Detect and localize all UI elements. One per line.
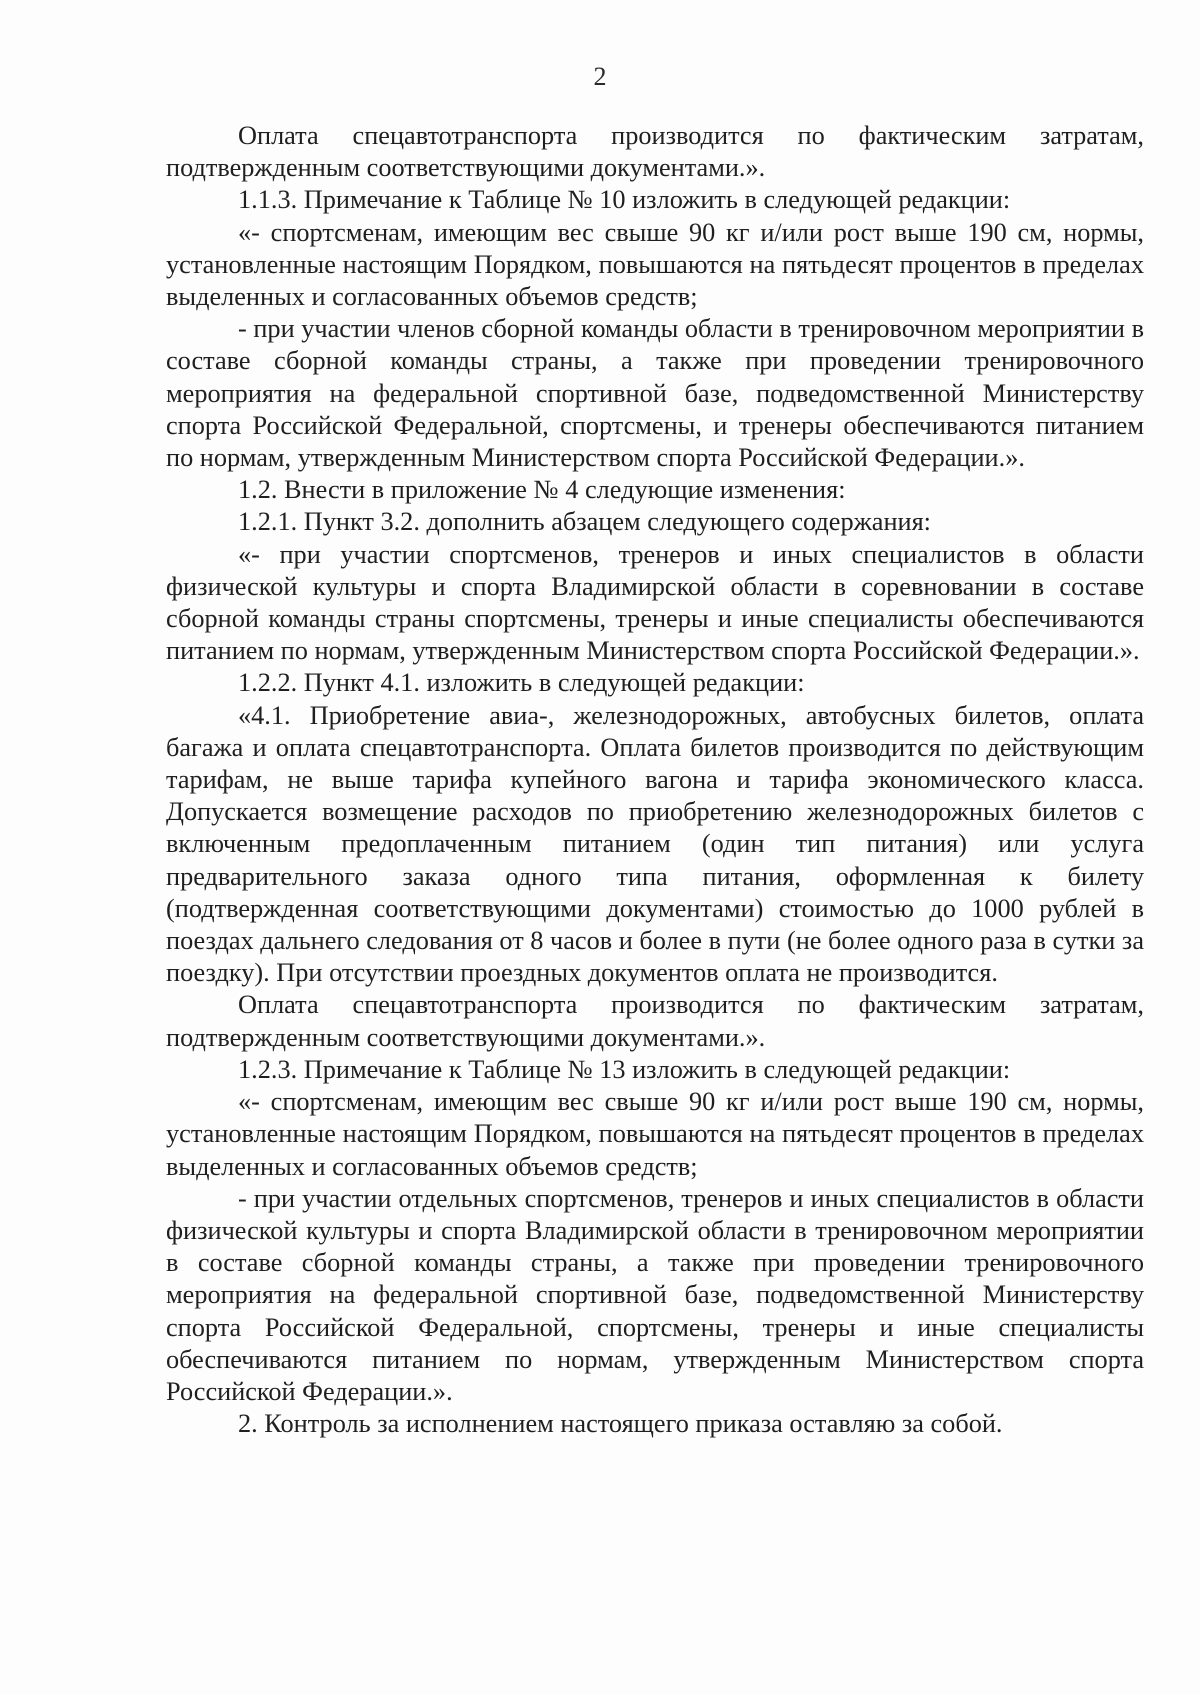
paragraph: 1.2.2. Пункт 4.1. изложить в следующей редакции: xyxy=(238,668,805,698)
paragraph: 1.1.3. Примечание к Таблице № 10 изложить в следующей редакции: xyxy=(238,185,1011,215)
paragraph: 1.2.3. Примечание к Таблице № 13 изложить в следующей редакции: xyxy=(238,1054,1011,1084)
paragraph: 1.2. Внести в приложение № 4 следующие изменения: xyxy=(238,475,846,505)
paragraph: Оплата спецавтотранспорта производится по фактическим затратам, подтвержденным соответствующими документами.». xyxy=(166,121,1144,183)
paragraph: Оплата спецавтотранспорта производится по фактическим затратам, подтвержденным соответствующими документами.». xyxy=(166,990,1144,1052)
document-body xyxy=(166,120,1144,1440)
paragraph: 1.2.1. Пункт 3.2. дополнить абзацем следующего содержания: xyxy=(238,507,931,537)
paragraph: - при участии членов сборной команды области в тренировочном мероприятии в составе сборной команды страны, а также при проведении тренировочного мероприятия на федеральной спортивной базе, подведомственной Министерству спорта Российской Федеральной, спортсмены, и тренеры обеспечиваются питанием по нормам, утвержденным Министерством спорта Российской Федерации.». xyxy=(166,314,1144,473)
paragraph: «4.1. Приобретение авиа-, железнодорожных, автобусных билетов, оплата багажа и оплата спецавтотранспорта. Оплата билетов производится по действующим тарифам, не выше тарифа купейного вагона и тарифа экономического класса. Допускается возмещение расходов по приобретению железнодорожных билетов с включенным предоплаченным питанием (один тип питания) или услуга предварительного заказа одного типа питания, оформленная к билету (подтвержденная соответствующими документами) стоимостью до 1000 рублей в поездах дальнего следования от 8 часов и более в пути (не более одного раза в сутки за поездку). При отсутствии проездных документов оплата не производится. xyxy=(166,700,1144,988)
paragraph: «- при участии спортсменов, тренеров и иных специалистов в области физической культуры и спорта Владимирской области в соревновании в составе сборной команды страны спортсмены, тренеры и иные специалисты обеспечиваются питанием по нормам, утвержденным Министерством спорта Российской Федерации.». xyxy=(166,539,1144,666)
paragraph: «- спортсменам, имеющим вес свыше 90 кг и/или рост выше 190 см, нормы, установленные настоящим Порядком, повышаются на пятьдесят процентов в пределах выделенных и согласованных объемов средств; xyxy=(166,1087,1144,1181)
paragraph: - при участии отдельных спортсменов, тренеров и иных специалистов в области физической культуры и спорта Владимирской области в тренировочном мероприятии в составе сборной команды страны, а также при проведении тренировочного мероприятия на федеральной спортивной базе, подведомственной Министерству спорта Российской Федеральной, спортсмены, тренеры и иные специалисты обеспечиваются питанием по нормам, утвержденным Министерством спорта Российской Федерации.». xyxy=(166,1183,1144,1406)
paragraph: 2. Контроль за исполнением настоящего приказа оставляю за собой. xyxy=(238,1409,1003,1439)
paragraph: «- спортсменам, имеющим вес свыше 90 кг и/или рост выше 190 см, нормы, установленные настоящим Порядком, повышаются на пятьдесят процентов в пределах выделенных и согласованных объемов средств; xyxy=(166,217,1144,312)
page-number: 2 xyxy=(593,62,607,91)
